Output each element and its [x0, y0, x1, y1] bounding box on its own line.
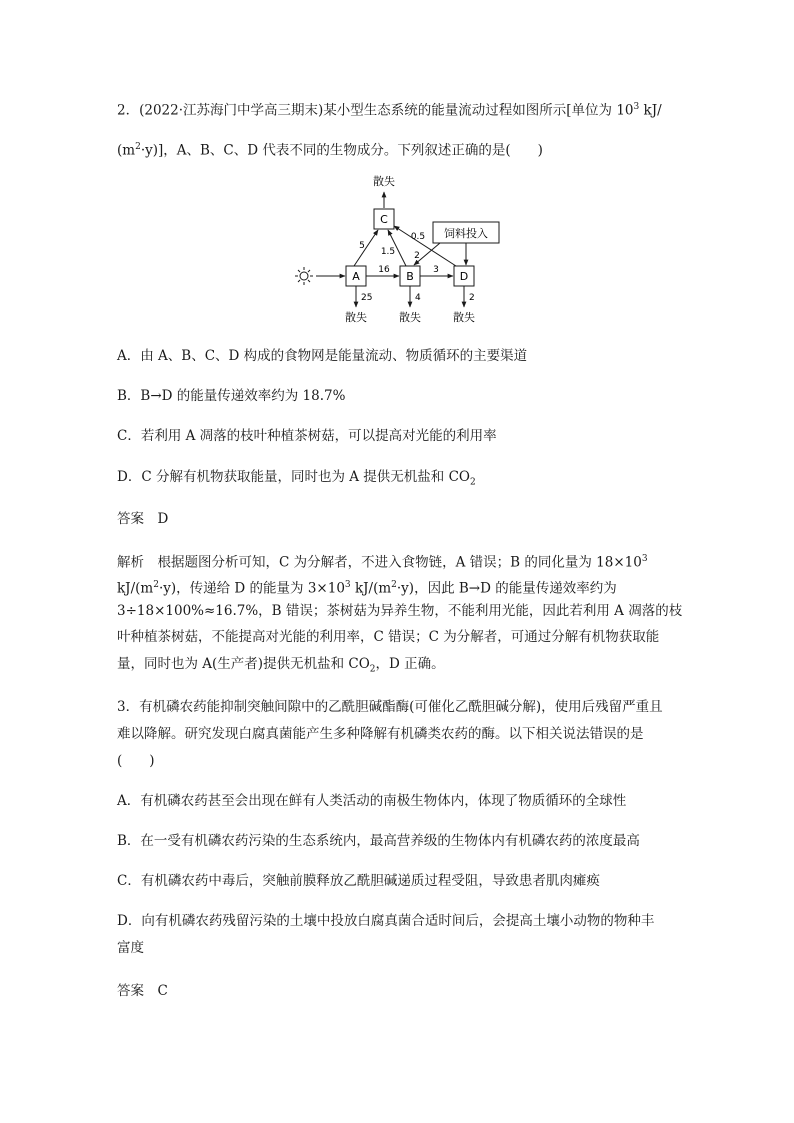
analysis-text: kJ/(m	[350, 580, 392, 597]
analysis-text: 量，同时也为 A(生产者)提供无机盐和 CO	[117, 656, 370, 672]
q2-answer: 答案 D	[117, 511, 169, 527]
q2-analysis-line4: 叶种植茶树菇，不能提高对光能的利用率，C 错误；C 为分解者，可通过分解有机物获取能	[117, 629, 660, 645]
superscript: 3	[641, 554, 648, 564]
q3-option-a: A．有机磷农药甚至会出现在鲜有人类活动的南极生物体内，体现了物质循环的全球性	[117, 793, 627, 809]
node-b-label: B	[406, 270, 414, 283]
q2-analysis-line2	[117, 576, 617, 598]
a-to-c-arrow	[354, 230, 378, 266]
q2-option-a: A．由 A、B、C、D 构成的食物网是能量流动、物质循环的主要渠道	[117, 348, 528, 364]
q2-stem-text: 2．(2022·江苏海门中学高三期末)某小型生态系统的能量流动过程如图所示[单位为 10	[117, 102, 634, 119]
superscript: 3	[633, 102, 640, 112]
q2-option-d	[117, 468, 476, 492]
q3-option-c: C．有机磷农药中毒后，突触前膜释放乙酰胆碱递质过程受阻，导致患者肌肉瘫痪	[117, 873, 600, 889]
a-to-b-value: 16	[378, 265, 390, 275]
superscript: 2	[391, 580, 397, 590]
subscript: 2	[369, 664, 376, 675]
analysis-text: 解析 根据题图分析可知，C 为分解者，不进入食物链，A 错误；B 的同化量为 18×10	[117, 554, 642, 571]
q3-option-d-line1: D．向有机磷农药残留污染的土壤中投放白腐真菌合适时间后，会提高土壤小动物的物种丰	[117, 913, 655, 929]
q3-answer: 答案 C	[117, 983, 168, 999]
a-to-c-value: 5	[359, 241, 365, 251]
q2-option-b: B．B→D 的能量传递效率约为 18.7%	[117, 388, 346, 404]
q3-stem-line3: ( )	[117, 753, 155, 769]
b-to-c-value: 1.5	[380, 247, 396, 257]
q2-stem-text: kJ/	[639, 102, 662, 119]
analysis-text: ，D 正确。	[375, 656, 445, 672]
q2-analysis-line5	[117, 655, 445, 679]
d-loss-value: 2	[469, 293, 475, 303]
q3-stem-line2: 难以降解。研究发现白腐真菌能产生多种降解有机磷类农药的酶。以下相关说法错误的是	[117, 726, 644, 742]
q3-option-b: B．在一受有机磷农药污染的生态系统内，最高营养级的生物体内有机磷农药的浓度最高	[117, 833, 640, 849]
q2-stem-line1	[117, 98, 662, 120]
feed-input-label: 饲料投入	[444, 227, 488, 240]
q2-analysis-line1	[117, 550, 648, 572]
q3-stem-line1: 3．有机磷农药能抑制突触间隙中的乙酰胆碱酯酶(可催化乙酰胆碱分解)，使用后残留严重且	[117, 699, 663, 715]
q2-stem-text: (m	[117, 142, 136, 159]
sun-icon	[295, 267, 313, 285]
analysis-text: ·y)，传递给 D 的能量为 3×10	[158, 580, 345, 597]
option-d-text: D．C 分解有机物获取能量，同时也为 A 提供无机盐和 CO	[117, 469, 470, 485]
energy-flow-diagram	[280, 168, 530, 333]
feed-to-b-value: 2	[414, 251, 420, 261]
d-to-c-value: 0.5	[410, 232, 426, 242]
a-loss-label: 散失	[345, 311, 367, 324]
superscript: 2	[153, 580, 159, 590]
q2-option-c: C．若利用 A 凋落的枝叶种植茶树菇，可以提高对光能的利用率	[117, 428, 497, 444]
analysis-text: kJ/(m	[117, 580, 154, 597]
b-loss-value: 4	[415, 293, 421, 303]
superscript: 3	[344, 580, 351, 590]
analysis-text: ·y)，因此 B→D 的能量传递效率约为	[396, 580, 617, 597]
d-loss-label: 散失	[453, 311, 475, 324]
node-d-label: D	[459, 270, 469, 283]
q3-option-d-line2: 富度	[117, 940, 144, 956]
loss-label-top: 散失	[373, 175, 395, 188]
b-to-d-value: 3	[433, 265, 439, 275]
a-loss-value: 25	[361, 293, 373, 303]
q2-stem-line2	[117, 138, 543, 160]
q2-stem-text: ·y)]，A、B、C、D 代表不同的生物成分。下列叙述正确的是( )	[140, 142, 543, 159]
q2-analysis-line3: 3÷18×100%≈16.7%，B 错误；茶树菇为异养生物，不能利用光能，因此若利用 A 凋落的枝	[117, 603, 683, 619]
superscript: 2	[135, 142, 141, 152]
subscript: 2	[469, 477, 476, 488]
b-loss-label: 散失	[399, 311, 421, 324]
node-a-label: A	[352, 270, 360, 283]
node-c-label: C	[380, 213, 388, 226]
